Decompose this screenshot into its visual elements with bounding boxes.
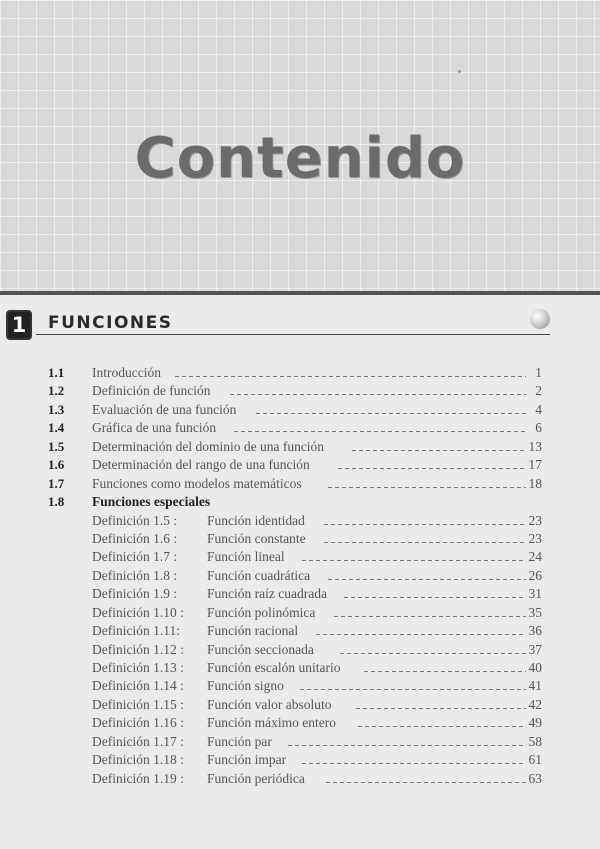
dot-leader — [234, 431, 526, 432]
toc-definition-row[interactable] — [0, 530, 600, 548]
page-number: 58 — [528, 733, 542, 749]
page-number: 13 — [528, 438, 542, 454]
dot-leader — [302, 560, 526, 561]
page-number: 4 — [535, 401, 542, 417]
definition-title: Función impar — [207, 752, 287, 768]
definition-label: Definición 1.18 : — [92, 752, 184, 768]
page-number: 41 — [528, 678, 542, 694]
section-number: 1.3 — [48, 401, 65, 417]
definition-title: Función máximo entero — [207, 715, 336, 731]
section-number: 1.6 — [48, 457, 65, 473]
section-title: Gráfica de una función — [92, 420, 217, 436]
dot-leader — [302, 763, 526, 764]
page-number: 18 — [528, 475, 542, 491]
definition-label: Definición 1.10 : — [92, 604, 184, 620]
header-banner — [0, 0, 600, 292]
definition-title: Función cuadrática — [207, 567, 311, 583]
definition-label: Definición 1.13 : — [92, 660, 184, 675]
definition-label: Definición 1.19 : — [92, 770, 184, 786]
dot-leader — [256, 413, 526, 414]
chapter-title: FUNCIONES — [48, 313, 173, 333]
definition-label: Definición 1.11: — [92, 623, 180, 639]
toc-definition-row[interactable] — [0, 641, 600, 659]
dot-leader — [230, 394, 526, 395]
table-of-contents — [0, 364, 600, 788]
toc-definition-row[interactable] — [0, 733, 600, 751]
toc-definition-row[interactable] — [0, 604, 600, 622]
dot-leader — [326, 782, 526, 783]
definition-title: Función constante — [207, 530, 306, 546]
page-number: 63 — [528, 770, 542, 786]
section-title: Funciones especiales — [92, 494, 211, 510]
toc-section-row[interactable] — [0, 364, 600, 382]
page-number: 31 — [528, 586, 542, 602]
toc-section-row[interactable] — [0, 419, 600, 437]
page-number: 26 — [528, 567, 542, 583]
definition-title: Función racional — [207, 623, 299, 639]
dot-leader — [356, 708, 526, 709]
toc-section-row[interactable] — [0, 475, 600, 493]
section-number: 1.4 — [48, 420, 65, 436]
page-number: 2 — [535, 383, 542, 399]
section-title: Determinación del rango de una función — [92, 457, 310, 473]
page-number: 17 — [528, 457, 542, 473]
page-number: 40 — [528, 660, 542, 675]
toc-definition-row[interactable] — [0, 622, 600, 640]
definition-title: Función identidad — [207, 512, 305, 528]
toc-definition-row[interactable] — [0, 770, 600, 788]
definition-title: Función signo — [207, 678, 284, 694]
dot-leader — [324, 542, 526, 543]
toc-definition-row[interactable] — [0, 585, 600, 603]
page-title: Contenido — [134, 126, 466, 191]
definition-title: Función lineal — [207, 549, 285, 565]
sphere-icon — [530, 309, 550, 329]
toc-definition-row[interactable] — [0, 677, 600, 695]
chapter-divider — [36, 334, 550, 335]
page-number: 23 — [528, 530, 542, 546]
definition-label: Definición 1.17 : — [92, 733, 184, 749]
toc-definition-row[interactable] — [0, 751, 600, 769]
dot-leader — [352, 450, 526, 451]
definition-title: Función polinómica — [207, 604, 316, 620]
section-title: Evaluación de una función — [92, 401, 237, 417]
dot-leader — [358, 726, 526, 727]
definition-label: Definición 1.9 : — [92, 586, 178, 602]
page-number: 61 — [528, 752, 542, 768]
toc-definition-row[interactable] — [0, 548, 600, 566]
definition-label: Definición 1.5 : — [92, 512, 178, 528]
toc-definition-row[interactable] — [0, 659, 600, 677]
page-number: 42 — [528, 696, 542, 712]
toc-definition-row[interactable] — [0, 714, 600, 732]
toc-section-row[interactable] — [0, 456, 600, 474]
definition-label: Definición 1.8 : — [92, 567, 178, 583]
dot-leader — [364, 671, 526, 672]
section-number: 1.8 — [48, 494, 65, 510]
page-number: 23 — [528, 512, 542, 528]
toc-section-row[interactable] — [0, 438, 600, 456]
definition-label: Definición 1.15 : — [92, 696, 184, 712]
chapter-number-badge: 1 — [6, 310, 32, 340]
definition-title: Función seccionada — [207, 641, 314, 657]
dot-leader — [340, 653, 526, 654]
dot-leader — [328, 487, 526, 488]
page-number: 37 — [528, 641, 542, 657]
definition-title: Función raíz cuadrada — [207, 586, 327, 602]
definition-label: Definición 1.16 : — [92, 715, 184, 731]
toc-definition-row[interactable] — [0, 512, 600, 530]
speck — [458, 70, 461, 73]
section-number: 1.5 — [48, 438, 65, 454]
definition-title: Función par — [207, 733, 272, 749]
page-number: 49 — [528, 715, 542, 731]
dot-leader — [300, 689, 526, 690]
page-number: 6 — [535, 420, 542, 436]
section-title: Funciones como modelos matemáticos — [92, 475, 302, 491]
section-number: 1.1 — [48, 365, 65, 380]
dot-leader — [338, 468, 526, 469]
definition-label: Definición 1.14 : — [92, 678, 184, 694]
dot-leader — [344, 597, 526, 598]
dot-leader — [334, 616, 526, 617]
dot-leader — [288, 745, 526, 746]
section-number: 1.7 — [48, 475, 65, 491]
definition-title: Función periódica — [207, 770, 305, 786]
definition-label: Definición 1.12 : — [92, 641, 184, 657]
toc-definition-row[interactable] — [0, 567, 600, 585]
section-title: Determinación del dominio de una función — [92, 438, 325, 454]
page-number: 35 — [528, 604, 542, 620]
toc-section-row[interactable] — [0, 493, 600, 511]
section-number: 1.2 — [48, 383, 65, 399]
definition-title: Función escalón unitario — [207, 660, 341, 675]
dot-leader — [175, 376, 526, 377]
dot-leader — [328, 579, 526, 580]
toc-section-row[interactable] — [0, 401, 600, 419]
toc-definition-row[interactable] — [0, 696, 600, 714]
definition-title: Función valor absoluto — [207, 696, 332, 712]
section-title: Introducción — [92, 365, 161, 380]
page-number: 1 — [535, 365, 542, 380]
dot-leader — [316, 634, 526, 635]
section-title: Definición de función — [92, 383, 211, 399]
header-divider — [0, 291, 600, 295]
definition-label: Definición 1.7 : — [92, 549, 178, 565]
definition-label: Definición 1.6 : — [92, 530, 178, 546]
page-number: 36 — [528, 623, 542, 639]
toc-section-row[interactable] — [0, 382, 600, 400]
dot-leader — [324, 524, 526, 525]
page-number: 24 — [528, 549, 542, 565]
